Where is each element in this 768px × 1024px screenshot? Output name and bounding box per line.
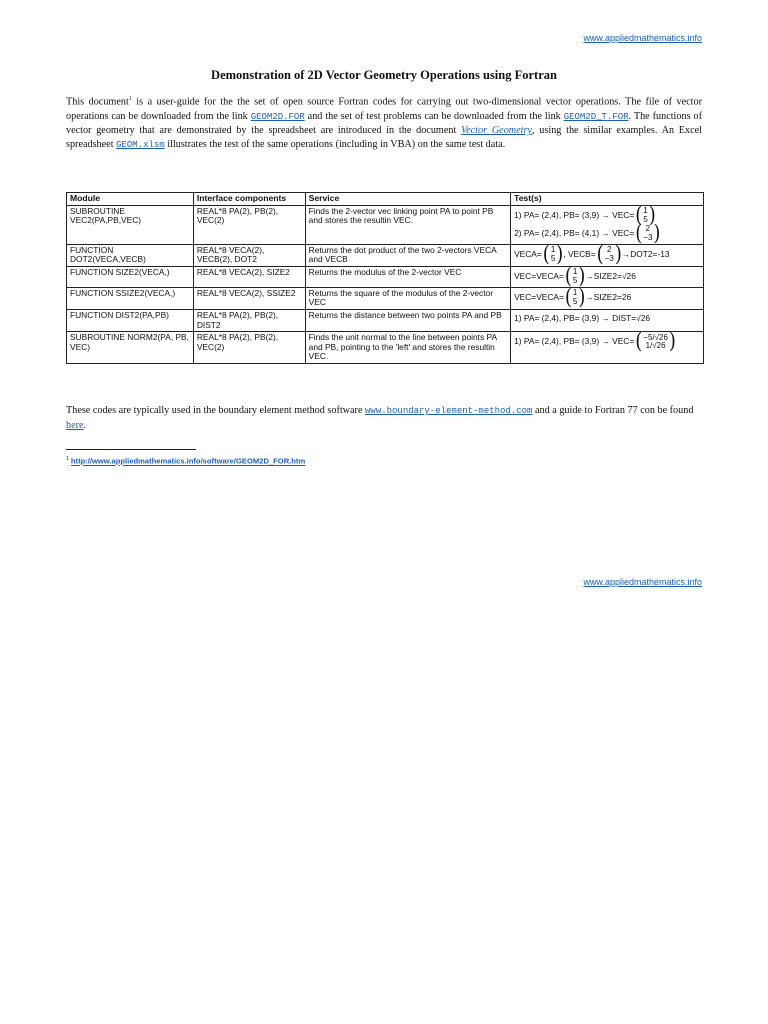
module-cell: SUBROUTINE VEC2(PA,PB,VEC) [67, 205, 194, 244]
footnote-mark: 1 [128, 96, 132, 102]
fortran-guide-link[interactable]: here [66, 419, 84, 431]
interface-cell: REAL*8 PA(2), PB(2), VEC(2) [193, 332, 305, 364]
outro-text-2: and a guide to Fortran 77 con be found [532, 405, 694, 416]
header-tests: Test(s) [511, 193, 704, 206]
column-vector: ( 1 5 ) [635, 202, 656, 228]
table-row [67, 332, 704, 364]
outro-text-3: . [83, 419, 87, 431]
footnote [66, 456, 305, 466]
module-cell: FUNCTION SIZE2(VECA,) [67, 266, 194, 287]
intro-paragraph [66, 92, 702, 152]
interface-cell: REAL*8 VECA(2), VECB(2), DOT2 [193, 244, 305, 266]
table-row [67, 244, 704, 266]
intro-text-3: and the set of test problems can be downloaded from the link [304, 110, 564, 122]
intro-text-1: This document [66, 96, 129, 108]
vector-top: 1 [572, 288, 578, 298]
test-line [514, 311, 700, 324]
test-line [514, 220, 700, 246]
outro-text-1: These codes are typically used in the boundary element method software [66, 405, 366, 416]
header-module: Module [67, 193, 194, 206]
footnote-divider [66, 449, 196, 450]
vector-top: 1 [643, 206, 648, 216]
test-text: 1) PA= (2,4), PB= (3,9) → DIST=√26 [514, 312, 651, 323]
vector-bottom: 5 [572, 296, 578, 306]
geom-xlsm-link[interactable]: GEOM.xlsm [116, 140, 165, 150]
vector-top: 1 [572, 267, 578, 277]
interface-cell: REAL*8 PA(2), PB(2), DIST2 [193, 309, 305, 331]
module-table [66, 192, 704, 364]
vector-bottom: −3 [604, 253, 614, 263]
module-cell: FUNCTION DIST2(PA,PB) [67, 309, 194, 331]
test-text: →SIZE2=26 [585, 291, 632, 302]
column-vector: ( 1 5 ) [564, 284, 586, 310]
table-row [67, 287, 704, 309]
header-service: Service [305, 193, 510, 206]
service-cell: Finds the unit normal to the line between points PA and PB, pointing to the 'left' and stores the resultin VEC. [305, 332, 510, 364]
vector-top: −5/√26 [643, 332, 668, 342]
geom2d-link[interactable]: GEOM2D.FOR [250, 111, 305, 122]
vector-bottom: −3 [643, 232, 653, 242]
vector-top: 2 [607, 245, 612, 255]
header-interface: Interface components [193, 193, 305, 206]
module-cell: FUNCTION SSIZE2(VECA,) [67, 287, 194, 309]
test-line [514, 263, 700, 289]
vector-top: 2 [645, 224, 651, 234]
service-cell: Returns the distance between two points PA and PB [305, 309, 510, 331]
test-line [514, 284, 700, 310]
table-row [67, 205, 704, 244]
column-vector: ( 1 5 ) [564, 263, 586, 289]
test-text: 1) PA= (2,4), PB= (3,9) → VEC= [514, 336, 635, 347]
page-title: Demonstration of 2D Vector Geometry Operations using Fortran [211, 68, 557, 82]
column-vector: ( −5/√26 1/√26 ) [635, 328, 676, 355]
footer-site-link[interactable]: www.appliedmathematics.info [583, 577, 702, 587]
interface-cell: REAL*8 VECA(2), SIZE2 [193, 266, 305, 287]
vector-bottom: 5 [643, 214, 648, 224]
tests-cell [511, 284, 704, 310]
vector-bottom: 5 [572, 275, 578, 285]
vector-geometry-link[interactable]: Vector Geometry [461, 124, 532, 136]
geom2d-t-link[interactable]: GEOM2D_T.FOR [563, 111, 629, 122]
intro-text-4: . The functions of vector geometry that are demonstrated by the spreadsheet are introduced in the document [66, 110, 702, 136]
module-cell: FUNCTION DOT2(VECA,VECB) [67, 244, 194, 266]
tests-cell [511, 263, 704, 289]
bem-link[interactable]: www.boundary-element-method.com [365, 406, 533, 416]
test-text: 2) PA= (2,4), PB= (4,1) → VEC= [514, 227, 635, 238]
interface-cell: REAL*8 VECA(2), SSIZE2 [193, 287, 305, 309]
footnote-number: 1 [66, 456, 69, 462]
intro-text-2: is a user-guide for the the set of open source Fortran codes for carrying out two-dimensional vector operations. The file of vector operations can be downloaded from the link [66, 96, 702, 122]
tests-cell [511, 328, 704, 364]
test-line [514, 241, 700, 267]
test-line [514, 202, 700, 228]
table-row [67, 309, 704, 331]
column-vector: ( 1 5 ) [542, 241, 564, 267]
vector-bottom: 5 [550, 253, 556, 263]
service-cell: Returns the square of the modulus of the 2-vector VEC [305, 287, 510, 309]
table-header-row [67, 193, 704, 206]
test-text: →SIZE2=√26 [585, 270, 636, 281]
column-vector: ( 2 −3 ) [635, 220, 661, 246]
test-text: VEC=VECA= [514, 270, 564, 281]
tests-cell [511, 241, 704, 267]
service-cell: Returns the dot product of the two 2-vectors VECA and VECB [305, 244, 510, 266]
interface-cell: REAL*8 PA(2), PB(2), VEC(2) [193, 205, 305, 244]
vector-bottom: 1/√26 [645, 341, 666, 351]
test-line [514, 328, 700, 355]
header-site-link[interactable]: www.appliedmathematics.info [583, 33, 702, 43]
column-vector: ( 2 −3 ) [596, 241, 622, 267]
table-row [67, 266, 704, 287]
test-text: VEC=VECA= [514, 291, 564, 302]
service-cell: Returns the modulus of the 2-vector VEC [305, 266, 510, 287]
outro-paragraph [66, 404, 702, 433]
service-cell: Finds the 2-vector vec linking point PA to point PB and stores the resultin VEC. [305, 205, 510, 244]
intro-text-6: illustrates the test of the same operations (including in VBA) on the same test data. [164, 139, 506, 150]
test-text: VECA= [514, 248, 542, 259]
test-text: 1) PA= (2,4), PB= (3,9) → VEC= [514, 209, 635, 220]
footnote-link[interactable]: http://www.appliedmathematics.info/software/GEOM2D_FOR.htm [70, 456, 306, 466]
vector-top: 1 [550, 245, 556, 255]
test-text: →DOT2=-13 [621, 248, 670, 259]
module-cell: SUBROUTINE NORM2(PA, PB, VEC) [67, 332, 194, 364]
test-text: , VECB= [563, 248, 596, 259]
tests-cell [511, 202, 704, 246]
intro-text-5: , using the similar examples. An Excel spreadsheet [66, 124, 702, 150]
